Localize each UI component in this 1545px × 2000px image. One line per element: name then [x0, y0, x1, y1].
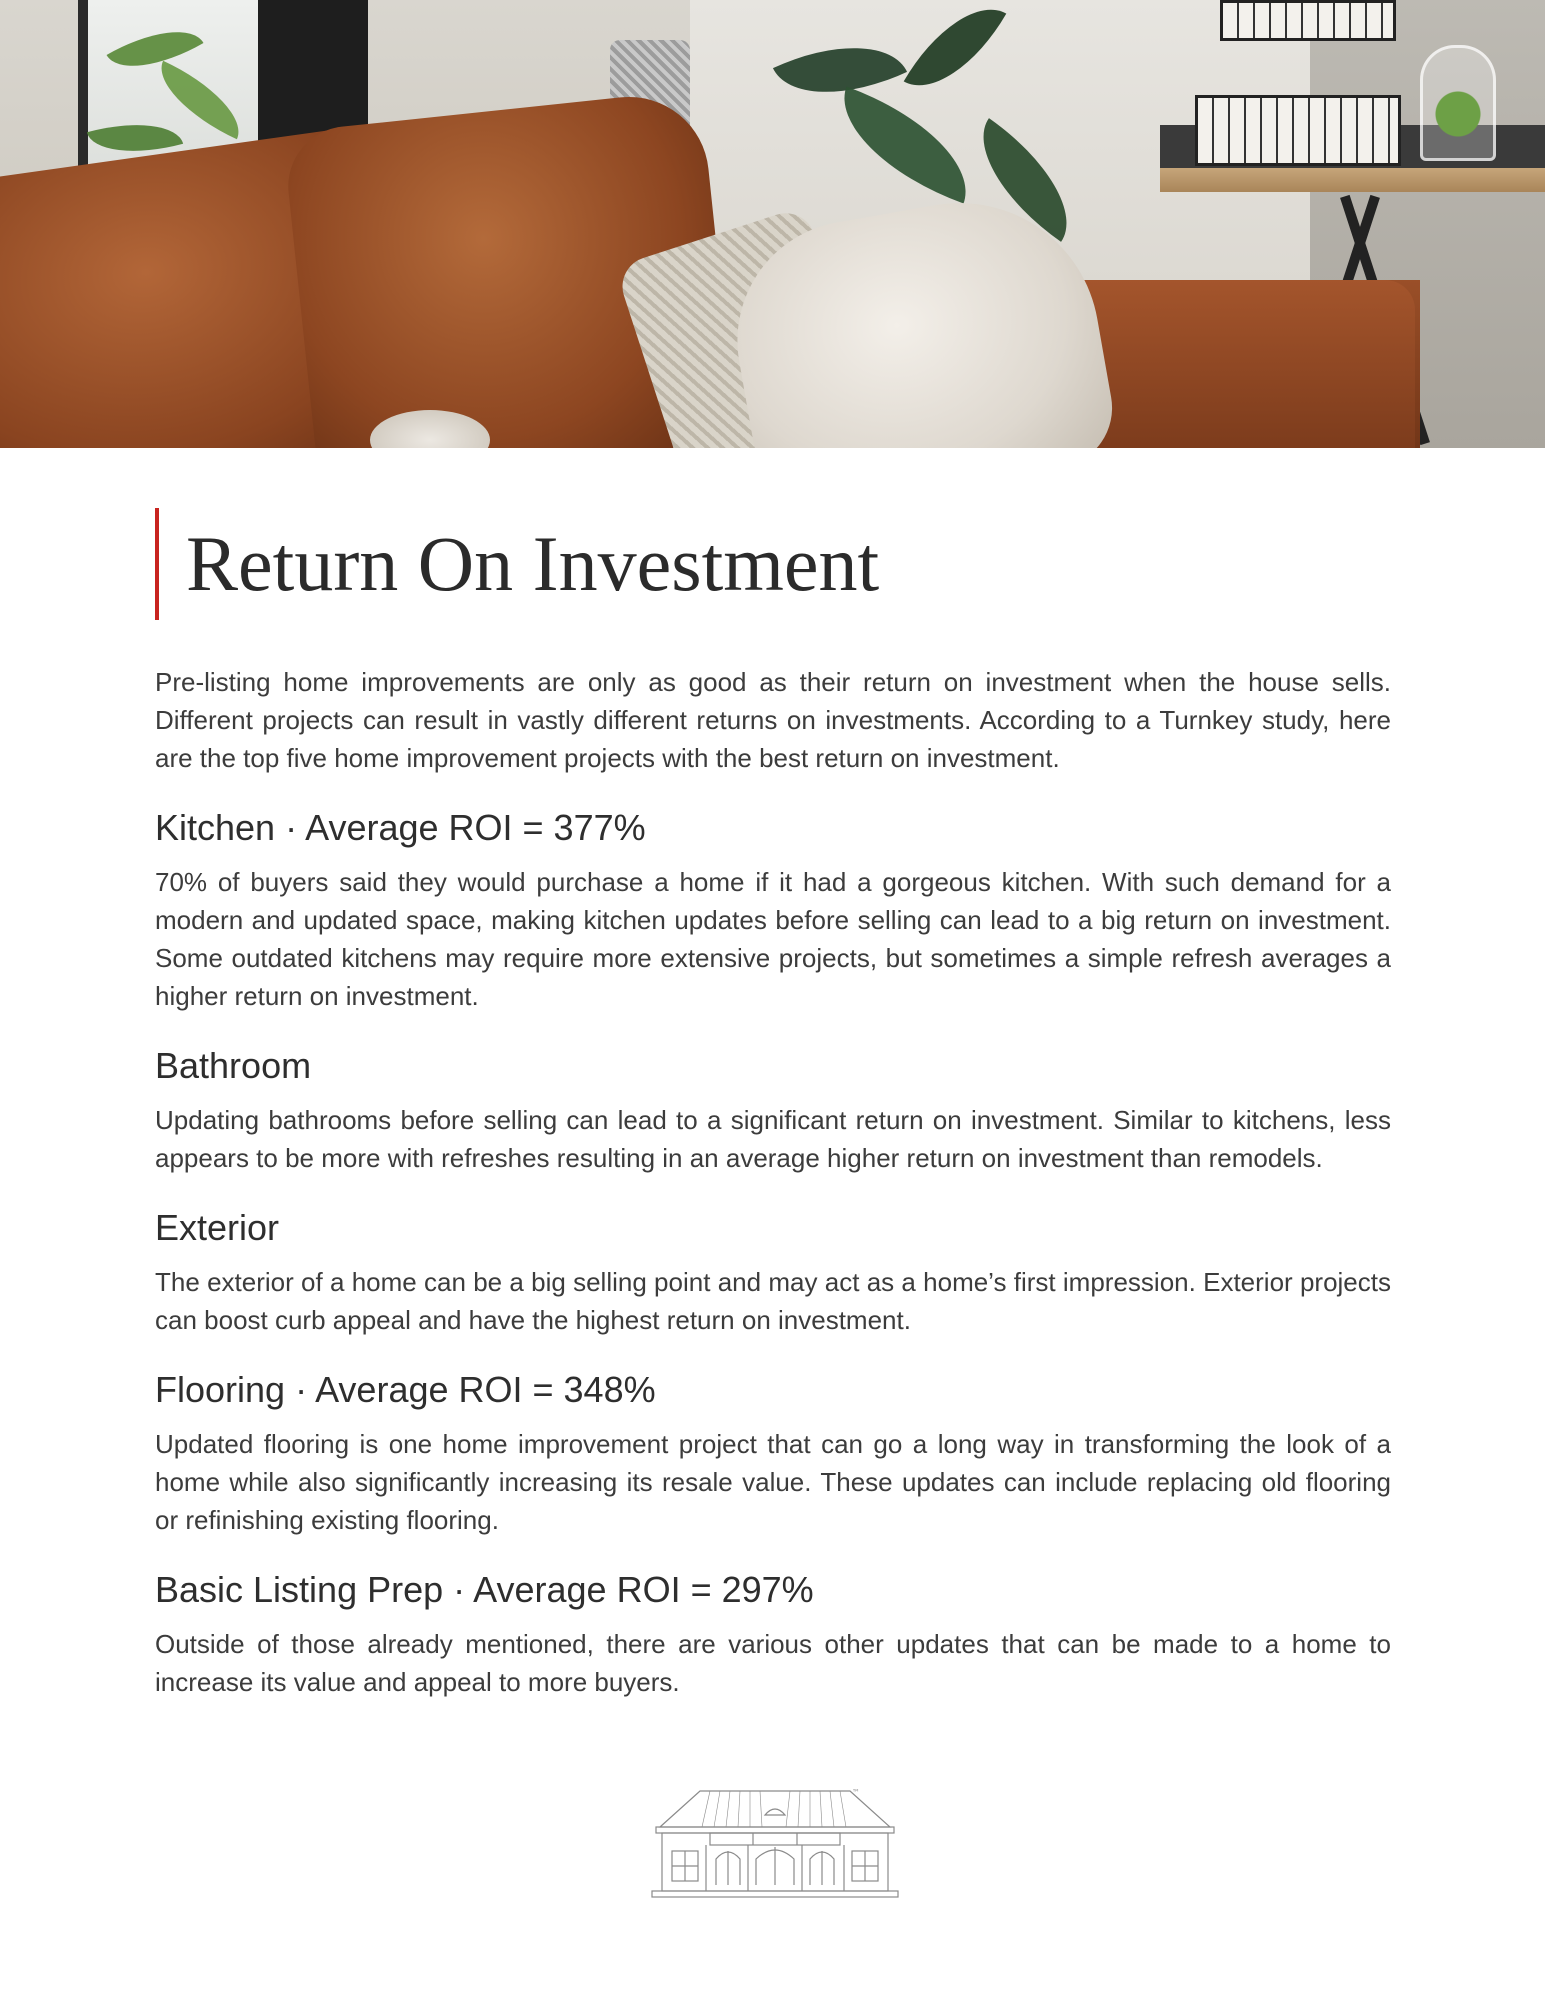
section-body: Updating bathrooms before selling can lead to a significant return on investment. Similar to kitchens, less appears to be more with refreshes resulting in an average higher return on investment than remodels.: [155, 1105, 1391, 1173]
section-body: The exterior of a home can be a big selling point and may act as a home’s first impression. Exterior projects can boost curb appeal and have the highest return on investment.: [155, 1267, 1391, 1335]
section-heading: Exterior: [155, 1207, 280, 1248]
intro-paragraph: Pre-listing home improvements are only as good as their return on investment when the house sells. Different projects can result in vastly different returns on investments. According to a Turnkey study, here are the top five home improvement projects with the best return on investment.: [155, 667, 1391, 773]
section-heading: Basic Listing Prep · Average ROI = 297%: [155, 1569, 814, 1610]
section-basic-listing-prep: [155, 1567, 1391, 1701]
section-kitchen: [155, 805, 1391, 1015]
section-body: Updated flooring is one home improvement project that can go a long way in transforming the look of a home while also significantly increasing its resale value. These updates can include replacing old flooring or refinishing existing flooring.: [155, 1429, 1391, 1535]
title-accent-bar: [155, 508, 159, 620]
section-heading: Flooring · Average ROI = 348%: [155, 1369, 656, 1410]
article-content: [155, 663, 1391, 1701]
section-flooring: [155, 1367, 1391, 1539]
section-heading: Kitchen · Average ROI = 377%: [155, 807, 646, 848]
section-body: 70% of buyers said they would purchase a home if it had a gorgeous kitchen. With such demand for a modern and updated space, making kitchen updates before selling can lead to a big return on investment. Some outdated kitchens may require more extensive projects, but sometimes a simple refresh averages a higher return on investment.: [155, 867, 1391, 1011]
page-title: Return On Investment: [186, 520, 880, 607]
section-heading: Bathroom: [155, 1045, 312, 1086]
trademark-mark: ™: [852, 1788, 860, 1797]
table-edge-decor: [1160, 168, 1545, 192]
wire-basket-decor: [1195, 95, 1401, 166]
section-bathroom: [155, 1043, 1391, 1177]
section-exterior: [155, 1205, 1391, 1339]
glass-dome-decor: [1420, 45, 1496, 161]
section-body: Outside of those already mentioned, there are various other updates that can be made to a home to increase its value and appeal to more buyers.: [155, 1629, 1391, 1697]
hero-photo: [0, 0, 1545, 448]
wire-basket-decor: [1220, 0, 1396, 41]
house-facade-logo-icon: [640, 1785, 910, 1900]
